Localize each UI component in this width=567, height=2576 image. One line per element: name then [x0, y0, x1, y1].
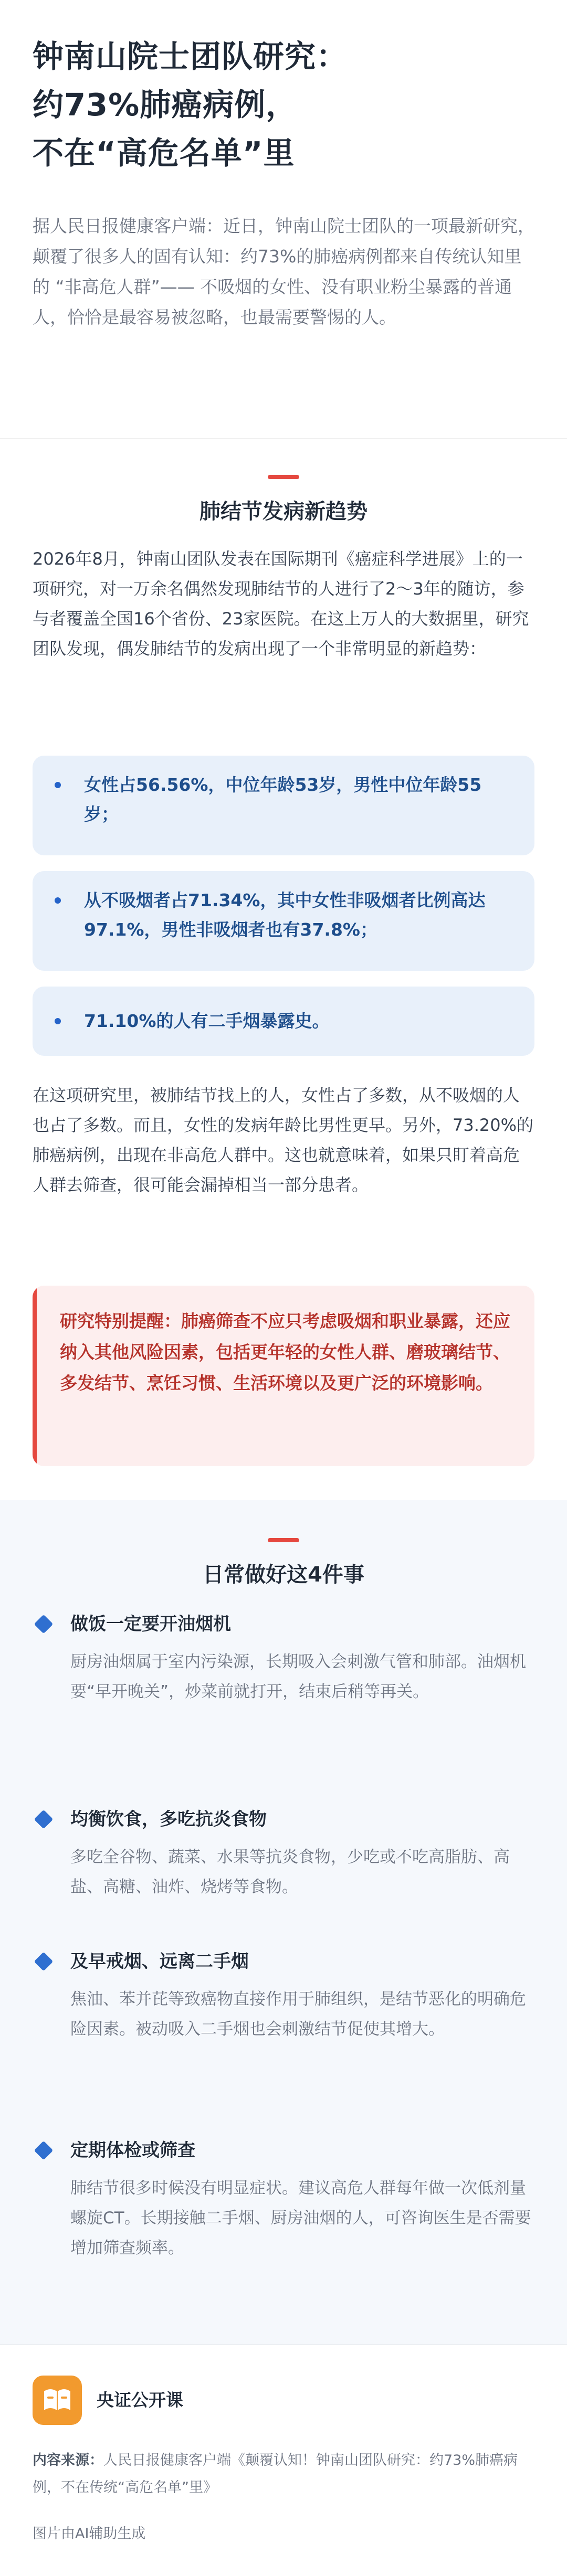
bullet-dot-icon: [55, 1018, 61, 1024]
highlight-text: 女性占56.56%，中位年龄53岁，男性中位年龄55岁；: [84, 775, 482, 824]
tip-description: 肺结节很多时候没有明显症状。建议高危人群每年做一次低剂量螺旋CT。长期接触二手烟、厨房油烟的人，可咨询医生是否需要增加筛查频率。: [70, 2179, 531, 2257]
highlight-card: [33, 987, 534, 1056]
section-accent-bar: [268, 1538, 299, 1542]
brand-logo-glyph: [33, 2376, 82, 2425]
bullet-dot-icon: [55, 897, 61, 904]
diamond-bullet-icon: [34, 1952, 54, 1971]
title-line-1: 钟南山院士团队研究：: [33, 38, 348, 75]
section-accent-bar: [268, 475, 299, 479]
section-title: 日常做好这4件事: [203, 1563, 364, 1587]
title-line-2: 约73%肺癌病例，: [33, 87, 298, 123]
page-title: [33, 33, 537, 177]
tip-title: 及早戒烟、远离二手烟: [70, 1951, 249, 1972]
bullet-dot-icon: [55, 782, 61, 788]
tip-title: 定期体检或筛查: [70, 2140, 195, 2161]
intro-paragraph: 2026年8月，钟南山团队发表在国际期刊《癌症科学进展》上的一项研究，对一万余名偶然发现肺结节的人进行了2～3年的随访，参与者覆盖全国16个省份、23家医院。在这上万人的大数据里，研究团队发现，偶发肺结节的发病出现了一个非常明显的新趋势：: [33, 549, 529, 659]
title-line-3: 不在“高危名单”里: [33, 135, 295, 171]
diamond-bullet-icon: [34, 2141, 54, 2160]
diamond-bullet-icon: [34, 1615, 54, 1634]
highlight-text: 71.10%的人有二手烟暴露史。: [84, 1011, 330, 1031]
source-text: 人民日报健康客户端《颠覆认知！钟南山团队研究：约73%肺癌病例，不在传统“高危名单”里》: [33, 2452, 518, 2496]
brand-name: 央证公开课: [97, 2390, 183, 2410]
alert-accent-bar: [33, 1286, 37, 1466]
section-title: 肺结节发病新趋势: [200, 500, 368, 524]
body-paragraph: 在这项研究里，被肺结节找上的人，女性占了多数，从不吸烟的人也占了多数。而且，女性的发病年龄比男性更早。另外，73.20%的肺癌病例，出现在非高危人群中。这也就意味着，如果只盯着高危人群去筛查，很可能会漏掉相当一部分患者。: [33, 1085, 534, 1195]
tip-description: 焦油、苯并芘等致癌物直接作用于肺组织，是结节恶化的明确危险因素。被动吸入二手烟也会刺激结节促使其增大。: [70, 1990, 526, 2039]
alert-box: [33, 1286, 534, 1466]
highlight-card: [33, 756, 534, 855]
tip-title: 做饭一定要开油烟机: [70, 1614, 231, 1635]
ai-generated-note: 图片由AI辅助生成: [33, 2526, 146, 2542]
source-credit: [33, 2447, 537, 2501]
trend-section: [0, 438, 567, 1500]
tip-title: 均衡饮食，多吃抗炎食物: [70, 1809, 267, 1830]
highlight-text: 从不吸烟者占71.34%，其中女性非吸烟者比例高达97.1%，男性非吸烟者也有37.8%；: [84, 890, 486, 940]
tip-description: 厨房油烟属于室内污染源，长期吸入会刺激气管和肺部。油烟机要“早开晚关”，炒菜前就打开，结束后稍等再关。: [70, 1652, 526, 1701]
diamond-bullet-icon: [34, 1810, 54, 1829]
lead-paragraph: 据人民日报健康客户端：近日，钟南山院士团队的一项最新研究，颠覆了很多人的固有认知：约73%的肺癌病例都来自传统认知里的 “非高危人群”—— 不吸烟的女性、没有职业粉尘暴露的普通人，恰恰是最容易被忽略，也最需要警惕的人。: [33, 216, 535, 327]
alert-text: 研究特别提醒：肺癌筛查不应只考虑吸烟和职业暴露，还应纳入其他风险因素，包括更年轻的女性人群、磨玻璃结节、多发结节、烹饪习惯、生活环境以及更广泛的环境影响。: [60, 1311, 510, 1393]
highlight-card: [33, 871, 534, 971]
tip-description: 多吃全谷物、蔬菜、水果等抗炎食物，少吃或不吃高脂肪、高盐、高糖、油炸、烧烤等食物。: [70, 1848, 510, 1896]
brand-logo-icon: [33, 2376, 82, 2425]
footer: [0, 2344, 567, 2576]
source-label: 内容来源：: [33, 2452, 103, 2468]
tips-section: [0, 1500, 567, 2344]
hero-section: [0, 0, 567, 438]
